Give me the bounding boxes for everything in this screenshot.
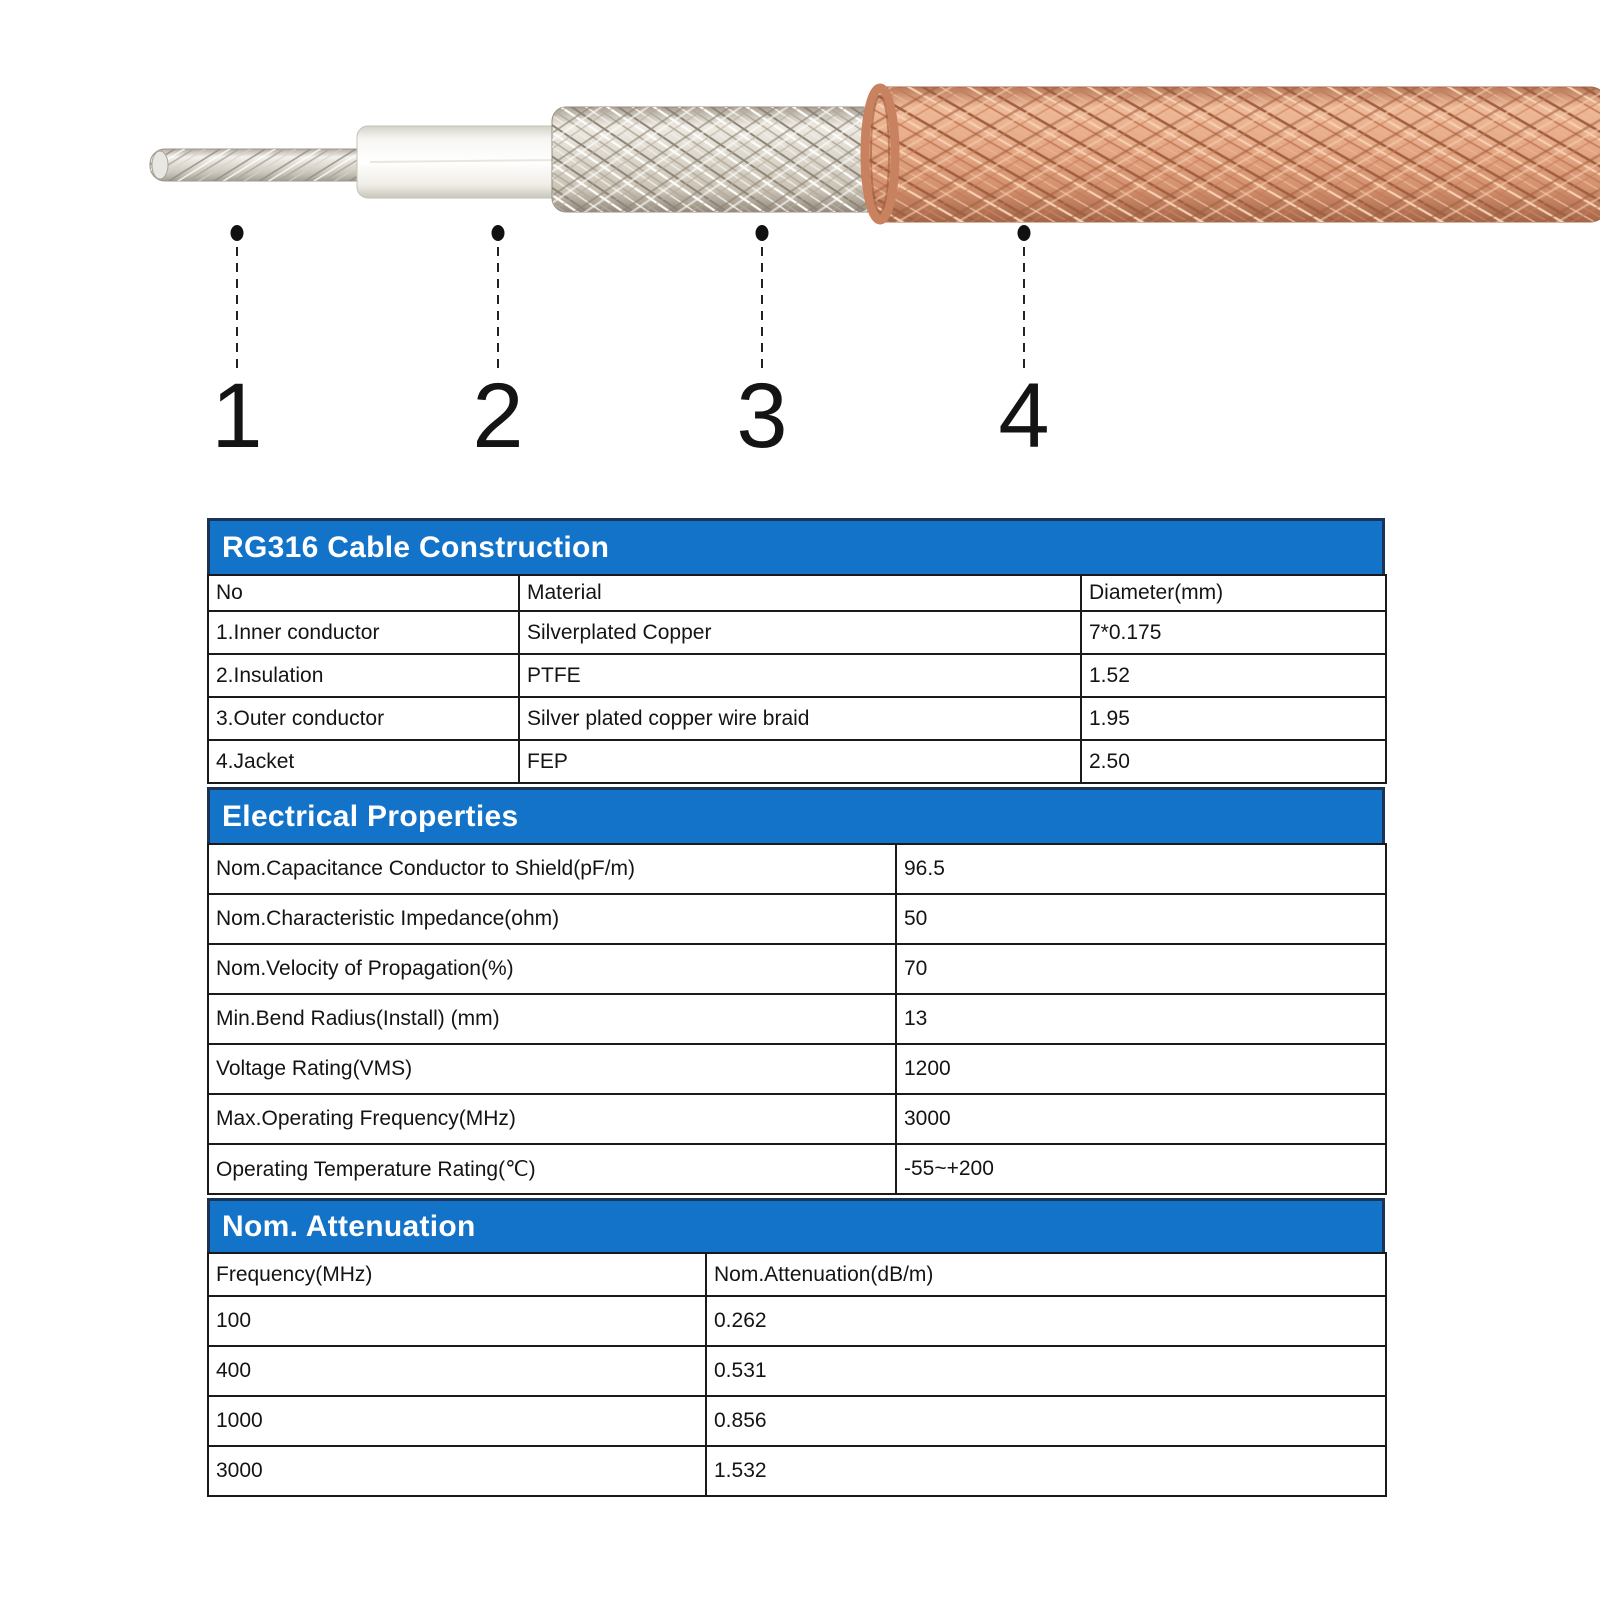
table-cell: Operating Temperature Rating(℃) [208, 1144, 896, 1194]
table-cell: 4.Jacket [208, 740, 519, 783]
callout-marker-3 [736, 225, 787, 467]
callout-number-2: 2 [472, 365, 524, 467]
construction-title: RG316 Cable Construction [222, 530, 610, 564]
table-cell: Silverplated Copper [519, 611, 1081, 654]
callout-dot-2 [492, 225, 505, 241]
table-cell: 0.262 [706, 1296, 1386, 1346]
attenuation-table [207, 1252, 1387, 1497]
table-cell: 400 [208, 1346, 706, 1396]
table-cell: Min.Bend Radius(Install) (mm) [208, 994, 896, 1044]
table-cell: 13 [896, 994, 1386, 1044]
table-row [208, 1346, 1386, 1396]
table-cell: Nom.Characteristic Impedance(ohm) [208, 894, 896, 944]
callout-dot-4 [1018, 225, 1031, 241]
table-cell: 0.856 [706, 1396, 1386, 1446]
table-header-row [208, 575, 1386, 611]
table-row [208, 994, 1386, 1044]
table-row [208, 1044, 1386, 1094]
table-cell: Material [519, 575, 1081, 611]
table-row [208, 611, 1386, 654]
callout-marker-2 [472, 225, 523, 467]
table-cell: 3000 [208, 1446, 706, 1496]
table-row [208, 844, 1386, 894]
table-cell: Nom.Capacitance Conductor to Shield(pF/m) [208, 844, 896, 894]
table-cell: FEP [519, 740, 1081, 783]
table-cell: 1.95 [1081, 697, 1386, 740]
table-cell: Nom.Attenuation(dB/m) [706, 1253, 1386, 1296]
table-row [208, 740, 1386, 783]
table-header-row [208, 1253, 1386, 1296]
table-cell: 1.52 [1081, 654, 1386, 697]
table-cell: 1.Inner conductor [208, 611, 519, 654]
table-cell: Silver plated copper wire braid [519, 697, 1081, 740]
jacket-illustration [865, 87, 1600, 222]
table-cell: 0.531 [706, 1346, 1386, 1396]
callout-marker-1 [211, 225, 262, 467]
table-cell: Frequency(MHz) [208, 1253, 706, 1296]
table-cell: Diameter(mm) [1081, 575, 1386, 611]
table-cell: 1.532 [706, 1446, 1386, 1496]
table-cell: 2.Insulation [208, 654, 519, 697]
construction-table [207, 574, 1387, 784]
table-cell: 3000 [896, 1094, 1386, 1144]
table-cell: 1000 [208, 1396, 706, 1446]
outer-conductor-illustration [552, 107, 888, 212]
cable-cutaway-diagram [0, 0, 1600, 470]
table-cell: 2.50 [1081, 740, 1386, 783]
callout-number-4: 4 [998, 365, 1050, 467]
table-cell: Nom.Velocity of Propagation(%) [208, 944, 896, 994]
electrical-title: Electrical Properties [222, 799, 519, 833]
table-cell: 100 [208, 1296, 706, 1346]
table-cell: Max.Operating Frequency(MHz) [208, 1094, 896, 1144]
table-cell: 3.Outer conductor [208, 697, 519, 740]
table-cell: 70 [896, 944, 1386, 994]
attenuation-section-header [207, 1198, 1385, 1252]
table-cell: 7*0.175 [1081, 611, 1386, 654]
callout-dot-3 [756, 225, 769, 241]
electrical-section-header [207, 787, 1385, 843]
table-row [208, 1144, 1386, 1194]
construction-section-header [207, 518, 1385, 574]
table-cell: 1200 [896, 1044, 1386, 1094]
callout-number-1: 1 [211, 365, 263, 467]
insulation-illustration [357, 126, 571, 198]
table-row [208, 654, 1386, 697]
table-cell: 50 [896, 894, 1386, 944]
callout-number-3: 3 [736, 365, 788, 467]
table-row [208, 944, 1386, 994]
table-cell: No [208, 575, 519, 611]
table-row [208, 697, 1386, 740]
table-cell: PTFE [519, 654, 1081, 697]
table-cell: 96.5 [896, 844, 1386, 894]
table-cell: Voltage Rating(VMS) [208, 1044, 896, 1094]
table-row [208, 1094, 1386, 1144]
spec-tables [207, 518, 1385, 1497]
table-row [208, 1396, 1386, 1446]
table-row [208, 1446, 1386, 1496]
inner-conductor-illustration [150, 149, 372, 181]
table-cell: -55~+200 [896, 1144, 1386, 1194]
attenuation-title: Nom. Attenuation [222, 1209, 476, 1243]
callout-marker-4 [998, 225, 1049, 467]
table-row [208, 1296, 1386, 1346]
table-row [208, 894, 1386, 944]
callout-dot-1 [231, 225, 244, 241]
electrical-table [207, 843, 1387, 1195]
